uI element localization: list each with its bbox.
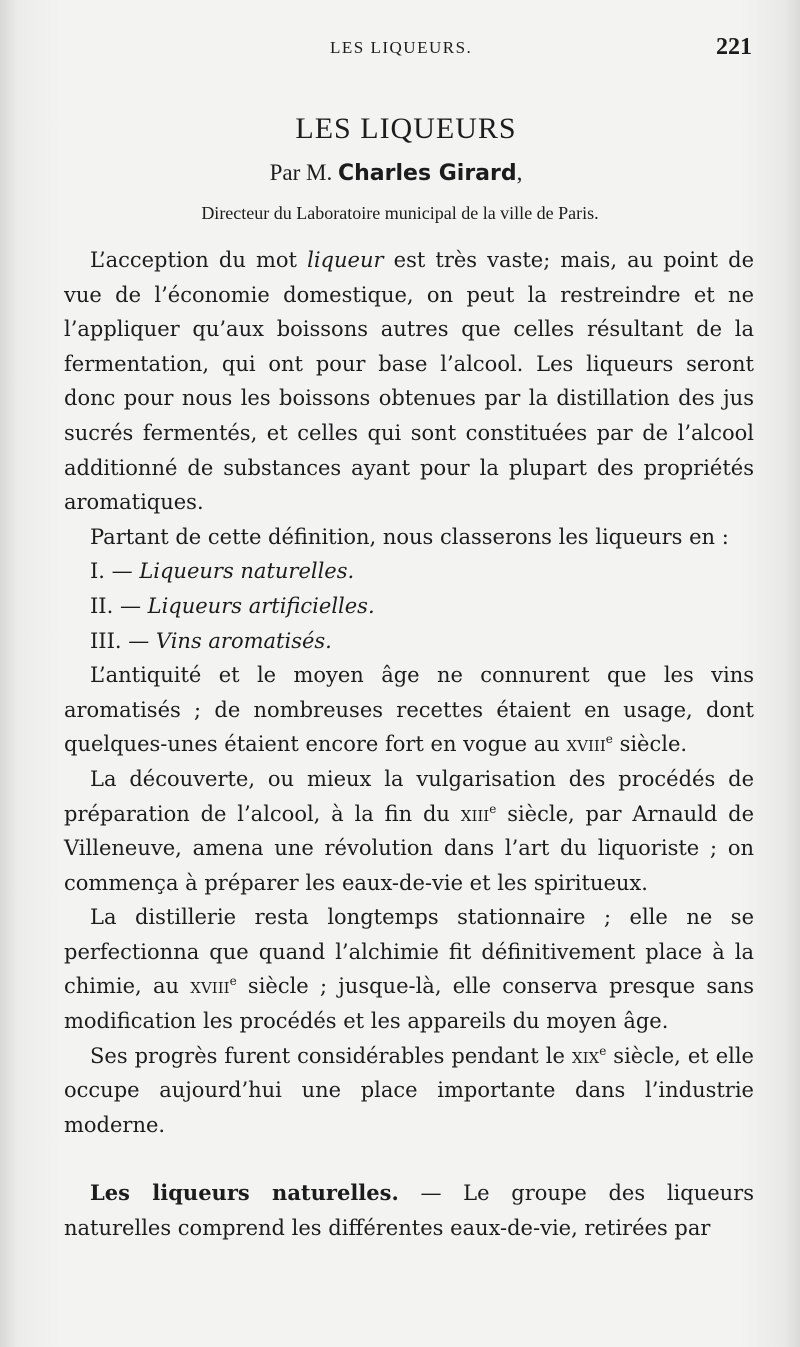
list-item-number: I. — [90,559,140,584]
page-number: 221 [716,34,752,60]
paragraph-5-text-b: siècle ; jusque-là, elle conserva presque sans modification les procédés et les appareils du moyen âge. [64,974,754,1034]
paragraph-5 [64,900,754,1038]
century-numeral: xix [571,1043,600,1068]
running-title: LES LIQUEURS. [330,38,473,57]
article-title: LES LIQUEURS [295,112,517,145]
list-item [64,589,754,624]
byline [0,160,792,186]
century-numeral: xviii [566,732,606,757]
byline-prefix: Par M. [269,160,338,185]
list-item [64,624,754,659]
author-name: Charles Girard [338,161,517,186]
paragraph-2: Partant de cette définition, nous classerons les liqueurs en : [90,524,729,549]
paragraph-4-text-b: siècle, par Arnauld de Villeneuve, amena une révolution dans l’art du liquoriste ; on commença à préparer les eaux-de-vie et les spiritueux. [64,801,754,895]
list-item [64,554,754,589]
paragraph-6-text-a: Ses progrès furent considérables pendant le [90,1043,572,1068]
paragraph-1-italic-word: liqueur [307,248,384,272]
section-text: — Le groupe des liqueurs naturelles comprend les différentes eaux-de-vie, retirées par [64,1181,754,1241]
century-superscript: e [229,974,237,989]
century-superscript: e [489,801,497,816]
paragraph-3-text-a: L’antiquité et le moyen âge ne connurent que les vins aromatisés ; de nombreuses recettes étaient en usage, dont quelques-unes étaient encore fort en vogue au [64,663,754,757]
paragraph-4-text-a: La découverte, ou mieux la vulgarisation des procédés de préparation de l’alcool, à la fin du [64,766,754,826]
century-superscript: e [599,1043,607,1058]
paragraph-1-text-b: est très vaste; mais, au point de vue de l’économie domestique, on peut la restreindre et ne l’appliquer qu’aux boissons autres que celles résultant de la fermentation, qui ont pour base l’alcool. Les liqueurs seront donc pour nous les boissons obtenues par la distillation des jus sucrés fermentés, et celles qui sont constituées par de l’alcool additionné de substances ayant pour la plupart des propriétés aromatiques. [64,248,754,515]
century-superscript: e [605,732,613,747]
list-item-label: Liqueurs naturelles. [139,559,355,584]
paragraph-5-text-a: La distillerie resta longtemps stationnaire ; elle ne se perfectionna que quand l’alchimie fit définitivement place à la chimie, au [64,905,754,999]
section-paragraph [64,1176,754,1245]
century-numeral: xiii [460,801,490,826]
section-spacer [64,1142,754,1176]
body-text [64,243,754,1246]
paragraph-6 [64,1039,754,1143]
paragraph-6-text-b: siècle, et elle occupe aujourd’hui une place importante dans l’industrie moderne. [64,1043,754,1137]
paragraph-4 [64,762,754,900]
paragraph-1 [64,243,754,520]
century-numeral: xviii [190,974,230,999]
list-item-number: II. — [90,593,148,618]
byline-suffix: , [516,160,523,185]
paragraph-1-text-a: L’acception du mot [90,248,308,272]
paragraph-3 [64,658,754,762]
list-item-label: Vins aromatisés. [155,628,332,653]
paragraph-3-text-b: siècle. [612,732,688,757]
list-item-number: III. — [90,628,156,653]
list-item-label: Liqueurs artificielles. [147,593,375,618]
running-head [0,34,800,62]
section-heading: Les liqueurs naturelles. [90,1180,399,1206]
author-affiliation: Directeur du Laboratoire municipal de la ville de Paris. [201,203,599,223]
